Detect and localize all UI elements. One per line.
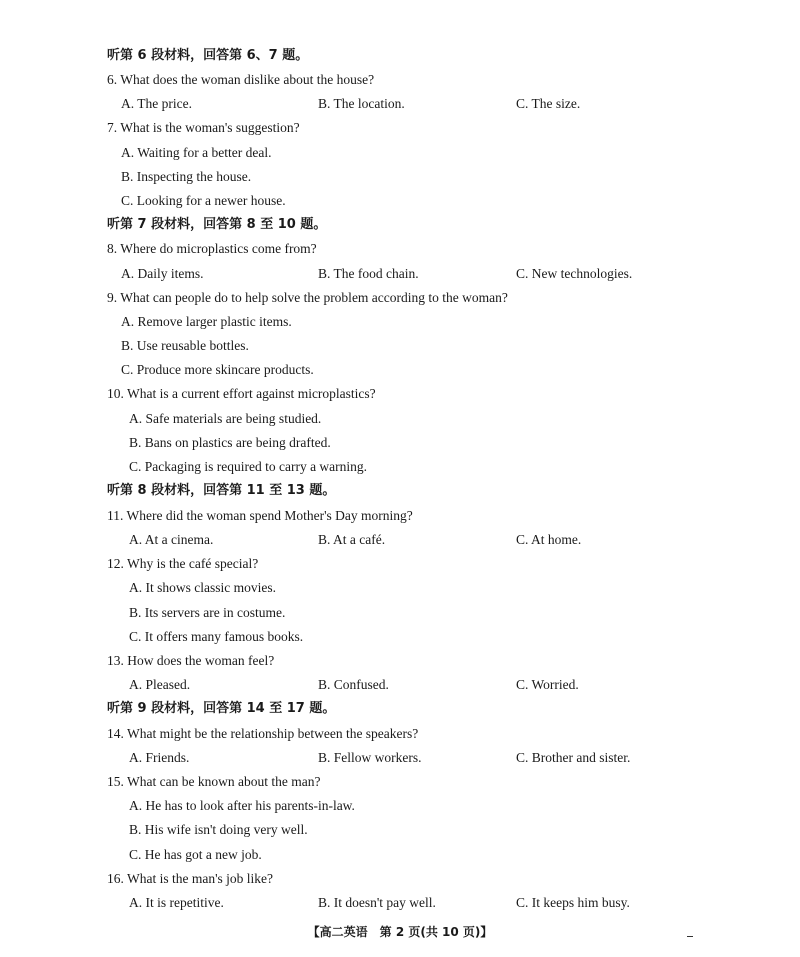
section-7-heading: 听第 7 段材料，回答第 8 至 10 题。 [107,217,327,232]
question-16-stem: 16. What is the man's job like? [107,871,274,886]
question-7-stem: 7. What is the woman's suggestion? [107,120,300,135]
question-15-option-c: C. He has got a new job. [129,847,262,862]
section-8-heading: 听第 8 段材料，回答第 11 至 13 题。 [107,483,336,498]
question-11-stem: 11. Where did the woman spend Mother's Day morning? [107,508,413,523]
question-8-option-c: C. New technologies. [516,266,633,281]
question-10-stem: 10. What is a current effort against microplastics? [107,386,376,401]
question-14-options [0,746,800,770]
question-16-option-a: A. It is repetitive. [129,895,224,910]
question-9-stem: 9. What can people do to help solve the problem according to the woman? [107,290,508,305]
question-13-option-c: C. Worried. [516,677,579,692]
question-15-stem: 15. What can be known about the man? [107,774,321,789]
section-9-heading: 听第 9 段材料，回答第 14 至 17 题。 [107,701,336,716]
question-8-stem: 8. Where do microplastics come from? [107,241,317,256]
question-7-option-b: B. Inspecting the house. [121,169,252,184]
question-15-option-b: B. His wife isn't doing very well. [129,822,308,837]
question-16-option-b: B. It doesn't pay well. [318,895,436,910]
question-12-option-a: A. It shows classic movies. [129,580,276,595]
question-14-option-c: C. Brother and sister. [516,750,631,765]
section-6-heading: 听第 6 段材料，回答第 6、7 题。 [107,48,309,63]
question-6-stem: 6. What does the woman dislike about the house? [107,72,375,87]
question-10-option-c: C. Packaging is required to carry a warning. [129,459,368,474]
question-6-option-a: A. The price. [121,96,192,111]
question-13-option-b: B. Confused. [318,677,389,692]
footer-subject: 【高二英语 [307,925,368,939]
question-14-option-a: A. Friends. [129,750,190,765]
question-9-option-a: A. Remove larger plastic items. [121,314,292,329]
question-13-stem: 13. How does the woman feel? [107,653,275,668]
question-12-option-b: B. Its servers are in costume. [129,605,286,620]
question-11-options [0,528,800,552]
question-7-option-c: C. Looking for a newer house. [121,193,286,208]
question-8-option-a: A. Daily items. [121,266,204,281]
question-9-option-c: C. Produce more skincare products. [121,362,314,377]
question-12-option-c: C. It offers many famous books. [129,629,304,644]
question-13-option-a: A. Pleased. [129,677,191,692]
footer-page-number: 第 2 页(共 10 页)】 [379,925,493,939]
question-13-options [0,673,800,697]
question-6-option-c: C. The size. [516,96,581,111]
question-14-option-b: B. Fellow workers. [318,750,422,765]
question-16-options [0,891,800,915]
question-16-option-c: C. It keeps him busy. [516,895,630,910]
question-10-option-a: A. Safe materials are being studied. [129,411,322,426]
question-7-option-a: A. Waiting for a better deal. [121,145,272,160]
page-footer [0,922,800,942]
question-14-stem: 14. What might be the relationship between the speakers? [107,726,419,741]
question-12-stem: 12. Why is the café special? [107,556,259,571]
question-15-option-a: A. He has to look after his parents-in-law. [129,798,355,813]
question-8-option-b: B. The food chain. [318,266,419,281]
question-9-option-b: B. Use reusable bottles. [121,338,249,353]
question-6-option-b: B. The location. [318,96,405,111]
question-10-option-b: B. Bans on plastics are being drafted. [129,435,331,450]
question-11-option-b: B. At a café. [318,532,386,547]
question-11-option-c: C. At home. [516,532,582,547]
scan-mark [687,936,693,937]
question-6-options [0,92,800,116]
question-11-option-a: A. At a cinema. [129,532,214,547]
question-8-options [0,262,800,286]
